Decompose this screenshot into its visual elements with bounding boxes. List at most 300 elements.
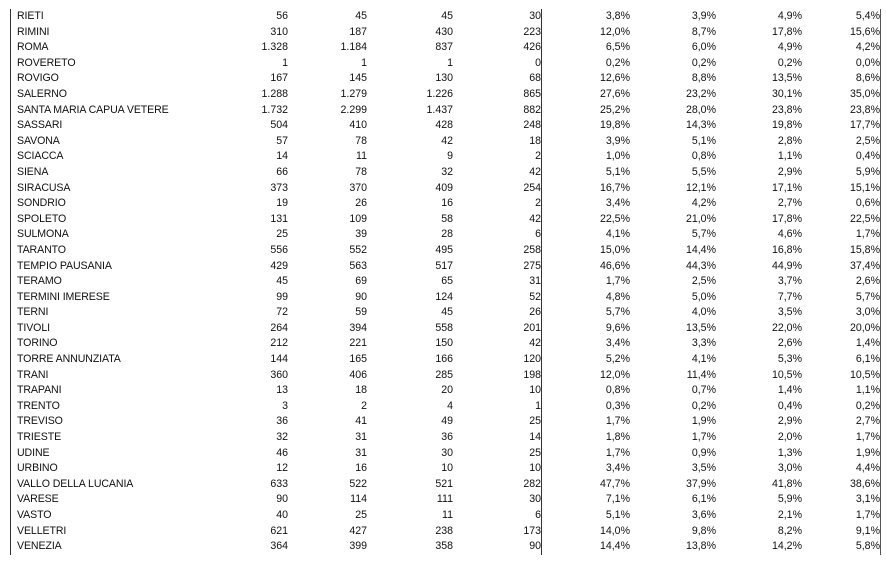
percent-cell: 3,0% xyxy=(777,462,802,475)
count-cell: 563 xyxy=(349,259,367,272)
percent-cell: 0,4% xyxy=(777,399,802,412)
percent-cell: 0,9% xyxy=(691,446,716,459)
count-cell: 173 xyxy=(453,524,542,540)
percent-cell: 14,0% xyxy=(599,524,630,537)
count-cell: 201 xyxy=(453,321,542,337)
count-cell: 26 xyxy=(453,305,542,321)
percent-cell: 13,5% xyxy=(685,321,716,334)
count-cell: 504 xyxy=(270,119,288,132)
count-cell: 633 xyxy=(270,477,288,490)
percent-cell: 2,9% xyxy=(777,415,802,428)
table-row xyxy=(11,196,881,212)
count-cell: 45 xyxy=(441,306,453,319)
row-label: TERMINI IMERESE xyxy=(11,290,201,306)
count-cell: 58 xyxy=(441,212,453,225)
count-cell: 13 xyxy=(276,384,288,397)
count-cell: 310 xyxy=(270,25,288,38)
count-cell: 360 xyxy=(270,368,288,381)
count-cell: 1.437 xyxy=(426,103,453,116)
count-cell: 69 xyxy=(355,275,367,288)
count-cell: 18 xyxy=(355,384,367,397)
table-row xyxy=(11,181,881,197)
count-cell: 109 xyxy=(349,212,367,225)
count-cell: 621 xyxy=(270,524,288,537)
percent-cell: 15,1% xyxy=(802,181,881,197)
percent-cell: 3,4% xyxy=(605,462,630,475)
count-cell: 66 xyxy=(276,165,288,178)
table-row xyxy=(11,461,881,477)
count-cell: 238 xyxy=(435,524,453,537)
count-cell: 865 xyxy=(453,87,542,103)
table-row xyxy=(11,383,881,399)
row-label: ROVERETO xyxy=(11,56,201,72)
table-row xyxy=(11,165,881,181)
row-label: TRIESTE xyxy=(11,430,201,446)
percent-cell: 0,0% xyxy=(802,56,881,72)
percent-cell: 37,9% xyxy=(685,477,716,490)
count-cell: 6 xyxy=(453,227,542,243)
count-cell: 198 xyxy=(453,368,542,384)
percent-cell: 0,8% xyxy=(605,384,630,397)
count-cell: 114 xyxy=(350,493,367,506)
row-label: TERAMO xyxy=(11,274,201,290)
row-label: TIVOLI xyxy=(11,321,201,337)
percent-cell: 16,8% xyxy=(771,243,802,256)
percent-cell: 25,2% xyxy=(599,103,630,116)
count-cell: 45 xyxy=(441,10,453,22)
count-cell: 25 xyxy=(355,509,367,521)
count-cell: 28 xyxy=(441,228,453,241)
percent-cell: 0,7% xyxy=(691,384,716,397)
percent-cell: 4,4% xyxy=(802,461,881,477)
percent-cell: 7,7% xyxy=(777,290,802,303)
row-label: RIETI xyxy=(11,9,201,25)
percent-cell: 5,9% xyxy=(777,493,802,506)
count-cell: 10 xyxy=(453,383,542,399)
percent-cell: 15,8% xyxy=(802,243,881,259)
row-label: SULMONA xyxy=(11,227,201,243)
percent-cell: 3,5% xyxy=(691,462,716,475)
table-row xyxy=(11,149,881,165)
count-cell: 14 xyxy=(453,430,542,446)
table-row xyxy=(11,134,881,150)
percent-cell: 21,0% xyxy=(685,212,716,225)
row-label: TORINO xyxy=(11,336,201,352)
percent-cell: 1,1% xyxy=(777,150,802,163)
percent-cell: 10,5% xyxy=(802,368,881,384)
percent-cell: 2,5% xyxy=(802,134,881,150)
table-row xyxy=(11,524,881,540)
table-row xyxy=(11,71,881,87)
percent-cell: 4,0% xyxy=(691,306,716,319)
percent-cell: 5,7% xyxy=(691,228,716,241)
percent-cell: 3,6% xyxy=(691,509,716,521)
percent-cell: 0,2% xyxy=(691,399,716,412)
count-cell: 40 xyxy=(276,509,288,521)
count-cell: 59 xyxy=(355,306,367,319)
count-cell: 31 xyxy=(453,274,542,290)
percent-cell: 35,0% xyxy=(802,87,881,103)
percent-cell: 14,4% xyxy=(685,243,716,256)
count-cell: 275 xyxy=(453,259,542,275)
percent-cell: 1,3% xyxy=(777,446,802,459)
count-cell: 556 xyxy=(270,243,288,256)
percent-cell: 1,7% xyxy=(605,446,630,459)
table-row xyxy=(11,118,881,134)
count-cell: 144 xyxy=(270,353,288,366)
count-cell: 427 xyxy=(349,524,367,537)
count-cell: 517 xyxy=(435,259,453,272)
percent-cell: 14,2% xyxy=(771,540,802,553)
count-cell: 42 xyxy=(453,336,542,352)
percent-cell: 8,7% xyxy=(691,25,716,38)
row-label: TERNI xyxy=(11,305,201,321)
count-cell: 1.184 xyxy=(340,41,367,54)
percent-cell: 1,7% xyxy=(605,415,630,428)
count-cell: 72 xyxy=(276,306,288,319)
count-cell: 78 xyxy=(355,165,367,178)
percent-cell: 22,5% xyxy=(599,212,630,225)
row-label: SPOLETO xyxy=(11,212,201,228)
count-cell: 1.732 xyxy=(261,103,288,116)
percent-cell: 9,1% xyxy=(802,524,881,540)
count-cell: 16 xyxy=(441,197,453,210)
row-label: VARESE xyxy=(11,492,201,508)
count-cell: 358 xyxy=(435,540,453,553)
percent-cell: 3,7% xyxy=(777,275,802,288)
percent-cell: 14,3% xyxy=(685,119,716,132)
count-cell: 31 xyxy=(355,446,367,459)
table-row xyxy=(11,477,881,493)
percent-cell: 12,1% xyxy=(685,181,716,194)
count-cell: 166 xyxy=(435,353,453,366)
row-label: VENEZIA xyxy=(11,539,201,555)
table-row xyxy=(11,399,881,415)
percent-cell: 0,6% xyxy=(802,196,881,212)
table-row xyxy=(11,336,881,352)
count-cell: 12 xyxy=(276,462,288,475)
table-row xyxy=(11,25,881,41)
count-cell: 248 xyxy=(453,118,542,134)
table-row xyxy=(11,446,881,462)
row-label: TEMPIO PAUSANIA xyxy=(11,259,201,275)
count-cell: 264 xyxy=(270,321,288,334)
count-cell: 1.328 xyxy=(261,41,288,54)
table-row xyxy=(11,243,881,259)
percent-cell: 5,0% xyxy=(691,290,716,303)
table-row xyxy=(11,259,881,275)
count-cell: 428 xyxy=(435,119,453,132)
count-cell: 221 xyxy=(349,337,367,350)
percent-cell: 23,2% xyxy=(685,87,716,100)
percent-cell: 8,8% xyxy=(691,72,716,85)
row-label: SASSARI xyxy=(11,118,201,134)
row-label: ROVIGO xyxy=(11,71,201,87)
count-cell: 1.279 xyxy=(340,87,367,100)
percent-cell: 47,7% xyxy=(599,477,630,490)
count-cell: 1 xyxy=(453,399,542,415)
count-cell: 2 xyxy=(453,149,542,165)
percent-cell: 4,8% xyxy=(605,290,630,303)
row-label: SONDRIO xyxy=(11,196,201,212)
percent-cell: 2,0% xyxy=(777,431,802,444)
percent-cell: 22,0% xyxy=(771,321,802,334)
count-cell: 165 xyxy=(349,353,367,366)
percent-cell: 5,4% xyxy=(802,9,881,25)
row-label: URBINO xyxy=(11,461,201,477)
count-cell: 1.226 xyxy=(426,87,453,100)
count-cell: 11 xyxy=(442,509,453,521)
count-cell: 10 xyxy=(441,462,453,475)
count-cell: 130 xyxy=(435,72,453,85)
percent-cell: 4,1% xyxy=(605,228,630,241)
percent-cell: 0,8% xyxy=(691,150,716,163)
percent-cell: 41,8% xyxy=(771,477,802,490)
percent-cell: 3,1% xyxy=(802,492,881,508)
table-row xyxy=(11,321,881,337)
row-label: VASTO xyxy=(11,508,201,524)
count-cell: 2 xyxy=(453,196,542,212)
row-label: ROMA xyxy=(11,40,201,56)
row-label: TARANTO xyxy=(11,243,201,259)
data-table-container xyxy=(10,9,880,555)
percent-cell: 0,2% xyxy=(802,399,881,415)
table-row xyxy=(11,508,881,524)
percent-cell: 5,5% xyxy=(691,165,716,178)
court-statistics-table xyxy=(10,9,881,555)
count-cell: 111 xyxy=(436,493,453,506)
percent-cell: 3,5% xyxy=(777,306,802,319)
count-cell: 14 xyxy=(276,150,288,163)
count-cell: 1 xyxy=(361,56,367,69)
row-label: UDINE xyxy=(11,446,201,462)
percent-cell: 13,5% xyxy=(771,72,802,85)
percent-cell: 2,6% xyxy=(777,337,802,350)
percent-cell: 6,1% xyxy=(802,352,881,368)
count-cell: 2 xyxy=(361,399,367,412)
percent-cell: 1,7% xyxy=(691,431,716,444)
count-cell: 145 xyxy=(349,72,367,85)
table-row xyxy=(11,103,881,119)
count-cell: 25 xyxy=(276,228,288,241)
percent-cell: 6,5% xyxy=(605,41,630,54)
percent-cell: 3,9% xyxy=(605,134,630,147)
count-cell: 430 xyxy=(435,25,453,38)
percent-cell: 3,8% xyxy=(605,10,630,22)
count-cell: 495 xyxy=(435,243,453,256)
table-row xyxy=(11,87,881,103)
table-row xyxy=(11,539,881,555)
table-row xyxy=(11,414,881,430)
percent-cell: 0,2% xyxy=(777,56,802,69)
count-cell: 409 xyxy=(435,181,453,194)
percent-cell: 2,8% xyxy=(777,134,802,147)
count-cell: 30 xyxy=(441,446,453,459)
count-cell: 78 xyxy=(355,134,367,147)
count-cell: 56 xyxy=(276,10,288,22)
percent-cell: 1,7% xyxy=(802,430,881,446)
percent-cell: 17,8% xyxy=(771,25,802,38)
percent-cell: 12,6% xyxy=(599,72,630,85)
table-row xyxy=(11,40,881,56)
count-cell: 410 xyxy=(349,119,367,132)
count-cell: 65 xyxy=(441,275,453,288)
count-cell: 46 xyxy=(276,446,288,459)
count-cell: 254 xyxy=(453,181,542,197)
count-cell: 42 xyxy=(453,165,542,181)
count-cell: 42 xyxy=(441,134,453,147)
percent-cell: 17,8% xyxy=(771,212,802,225)
count-cell: 429 xyxy=(270,259,288,272)
count-cell: 120 xyxy=(453,352,542,368)
percent-cell: 5,1% xyxy=(605,509,630,521)
percent-cell: 16,7% xyxy=(599,181,630,194)
percent-cell: 4,9% xyxy=(777,10,802,22)
row-label: TORRE ANNUNZIATA xyxy=(11,352,201,368)
percent-cell: 4,2% xyxy=(691,197,716,210)
percent-cell: 15,0% xyxy=(599,243,630,256)
count-cell: 521 xyxy=(435,477,453,490)
percent-cell: 3,3% xyxy=(691,337,716,350)
count-cell: 45 xyxy=(276,275,288,288)
row-label: TRANI xyxy=(11,368,201,384)
row-label: VELLETRI xyxy=(11,524,201,540)
count-cell: 1 xyxy=(447,56,453,69)
table-row xyxy=(11,492,881,508)
percent-cell: 2,6% xyxy=(802,274,881,290)
percent-cell: 22,5% xyxy=(802,212,881,228)
percent-cell: 37,4% xyxy=(802,259,881,275)
row-label: SIRACUSA xyxy=(11,181,201,197)
row-label: SCIACCA xyxy=(11,149,201,165)
percent-cell: 3,4% xyxy=(605,337,630,350)
count-cell: 882 xyxy=(453,103,542,119)
count-cell: 150 xyxy=(435,337,453,350)
percent-cell: 13,8% xyxy=(685,540,716,553)
percent-cell: 4,2% xyxy=(802,40,881,56)
count-cell: 31 xyxy=(355,431,367,444)
row-label: TREVISO xyxy=(11,414,201,430)
count-cell: 399 xyxy=(349,540,367,553)
count-cell: 426 xyxy=(453,40,542,56)
count-cell: 32 xyxy=(441,165,453,178)
count-cell: 212 xyxy=(270,337,288,350)
count-cell: 282 xyxy=(453,477,542,493)
percent-cell: 2,7% xyxy=(777,197,802,210)
count-cell: 223 xyxy=(453,25,542,41)
count-cell: 90 xyxy=(276,493,288,506)
percent-cell: 3,9% xyxy=(691,10,716,22)
percent-cell: 6,0% xyxy=(691,41,716,54)
count-cell: 837 xyxy=(435,41,453,54)
percent-cell: 1,7% xyxy=(802,508,881,524)
percent-cell: 5,1% xyxy=(605,165,630,178)
percent-cell: 5,9% xyxy=(802,165,881,181)
percent-cell: 44,3% xyxy=(685,259,716,272)
percent-cell: 14,4% xyxy=(599,540,630,553)
percent-cell: 1,8% xyxy=(605,431,630,444)
count-cell: 41 xyxy=(355,415,367,428)
count-cell: 3 xyxy=(282,399,288,412)
percent-cell: 30,1% xyxy=(771,87,802,100)
count-cell: 26 xyxy=(355,197,367,210)
percent-cell: 1,1% xyxy=(802,383,881,399)
percent-cell: 8,6% xyxy=(802,71,881,87)
table-row xyxy=(11,430,881,446)
table-row xyxy=(11,290,881,306)
row-label: SIENA xyxy=(11,165,201,181)
count-cell: 25 xyxy=(453,446,542,462)
percent-cell: 46,6% xyxy=(599,259,630,272)
percent-cell: 15,6% xyxy=(802,25,881,41)
percent-cell: 12,0% xyxy=(599,368,630,381)
count-cell: 30 xyxy=(453,492,542,508)
table-row xyxy=(11,305,881,321)
count-cell: 131 xyxy=(270,212,288,225)
count-cell: 364 xyxy=(270,540,288,553)
table-body xyxy=(11,9,881,555)
percent-cell: 1,7% xyxy=(605,275,630,288)
count-cell: 57 xyxy=(276,134,288,147)
percent-cell: 17,1% xyxy=(771,181,802,194)
percent-cell: 5,7% xyxy=(605,306,630,319)
count-cell: 49 xyxy=(441,415,453,428)
count-cell: 394 xyxy=(349,321,367,334)
percent-cell: 10,5% xyxy=(771,368,802,381)
percent-cell: 1,9% xyxy=(802,446,881,462)
count-cell: 25 xyxy=(453,414,542,430)
percent-cell: 3,0% xyxy=(802,305,881,321)
table-row xyxy=(11,9,881,25)
row-label: TRENTO xyxy=(11,399,201,415)
count-cell: 19 xyxy=(276,197,288,210)
percent-cell: 5,3% xyxy=(777,353,802,366)
percent-cell: 1,9% xyxy=(691,415,716,428)
percent-cell: 1,4% xyxy=(777,384,802,397)
count-cell: 9 xyxy=(447,150,453,163)
percent-cell: 9,8% xyxy=(691,524,716,537)
percent-cell: 27,6% xyxy=(599,87,630,100)
count-cell: 370 xyxy=(349,181,367,194)
percent-cell: 8,2% xyxy=(777,524,802,537)
count-cell: 68 xyxy=(453,71,542,87)
percent-cell: 20,0% xyxy=(802,321,881,337)
percent-cell: 2,5% xyxy=(691,275,716,288)
count-cell: 167 xyxy=(270,72,288,85)
percent-cell: 1,7% xyxy=(802,227,881,243)
percent-cell: 0,4% xyxy=(802,149,881,165)
percent-cell: 0,3% xyxy=(605,399,630,412)
row-label: SALERNO xyxy=(11,87,201,103)
count-cell: 552 xyxy=(349,243,367,256)
count-cell: 32 xyxy=(276,431,288,444)
percent-cell: 4,1% xyxy=(691,353,716,366)
count-cell: 16 xyxy=(355,462,367,475)
table-row xyxy=(11,352,881,368)
count-cell: 0 xyxy=(453,56,542,72)
percent-cell: 9,6% xyxy=(605,321,630,334)
count-cell: 30 xyxy=(453,9,542,25)
percent-cell: 23,8% xyxy=(771,103,802,116)
percent-cell: 19,8% xyxy=(599,119,630,132)
row-label: TRAPANI xyxy=(11,383,201,399)
count-cell: 6 xyxy=(453,508,542,524)
percent-cell: 5,8% xyxy=(802,539,881,555)
percent-cell: 6,1% xyxy=(691,493,716,506)
percent-cell: 11,4% xyxy=(686,368,716,381)
percent-cell: 1,4% xyxy=(802,336,881,352)
table-row xyxy=(11,274,881,290)
